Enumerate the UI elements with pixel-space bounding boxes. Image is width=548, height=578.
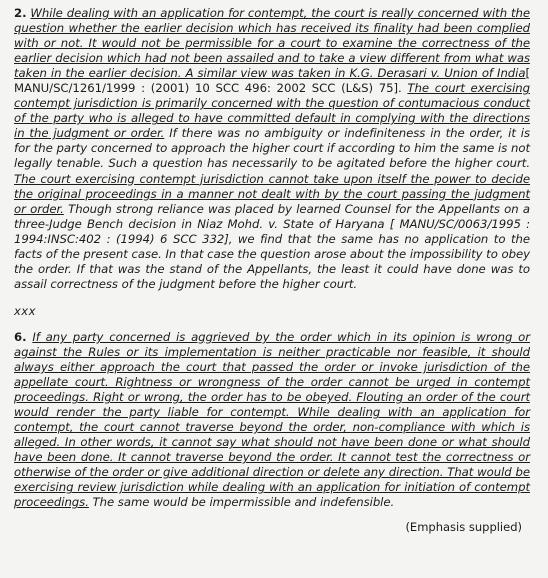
underlined-text: While dealing with an application for contempt, the court is really concerned with the question whether the earlier decision which has received its finality had been complied with or not. It would not be permissible for a court to examine the correctness of the earlier decision which had not been assailed and to take a view different from what was taken in the earlier decision. A similar view was taken in K.G. Derasari v. Union of India	[14, 6, 530, 81]
body-text: Though strong reliance was placed by learned Counsel for the Appellants on a three-Judge Bench decision in Niaz Mohd. v. State of Haryana [ MANU/SC/0063/1995 : 1994:INSC:402 : (1994) 6 SCC 332], we find that the same has no application to the facts of the present case. In that case the question arose about the impossibility to obey the order. If that was the stand of the Appellants, the least it could have done was to assail correctness of the judgment before the higher court.	[14, 201, 530, 291]
paragraph-number: 6.	[14, 329, 27, 344]
paragraph-6	[14, 330, 530, 511]
paragraph-number: 2.	[14, 6, 27, 20]
body-text: If there was no ambiguity or indefiniteness in the order, it is for the party concerned to approach the higher court if according to him the same is not legally tenable. Such a question has necessarily to be agitated before the higher court.	[14, 126, 530, 171]
underlined-text: The court exercising contempt jurisdiction cannot take upon itself the power to decide the original proceedings in a manner not dealt with by the court passing the judgment or order.	[14, 171, 530, 216]
emphasis-note: (Emphasis supplied)	[405, 520, 522, 535]
body-text: The same would be impermissible and indefensible.	[88, 495, 395, 510]
underlined-text: If any party concerned is aggrieved by the order which in its opinion is wrong or against the Rules or its implementation is neither practicable nor feasible, it should always either approach the court that passed the order or invoke jurisdiction of the appellate court. Rightness or wrongness of the order cannot be urged in contempt proceedings. Right or wrong, the order has to be obeyed. Flouting an order of the court would render the party liable for contempt. While dealing with an application for contempt, the court cannot traverse beyond the order, non-compliance with which is alleged. In other words, it cannot say what should not have been done or what should have been done. It cannot traverse beyond the order. It cannot test the correctness or otherwise of the order or give additional direction or delete any direction. That would be exercising review jurisdiction while dealing with an application for initiation of contempt proceedings.	[14, 329, 530, 510]
underlined-text: The court exercising contempt jurisdiction is primarily concerned with the question of contumacious conduct of the party who is alleged to have committed default in complying with the directions in the judgment or order.	[14, 81, 530, 141]
citation: [ MANU/SC/1261/1999 : (2001) 10 SCC 496: 2002 SCC (L&S) 75	[14, 66, 530, 96]
paragraph-2	[14, 6, 530, 292]
citation-end: ].	[393, 81, 408, 96]
separator: xxx	[14, 303, 36, 318]
